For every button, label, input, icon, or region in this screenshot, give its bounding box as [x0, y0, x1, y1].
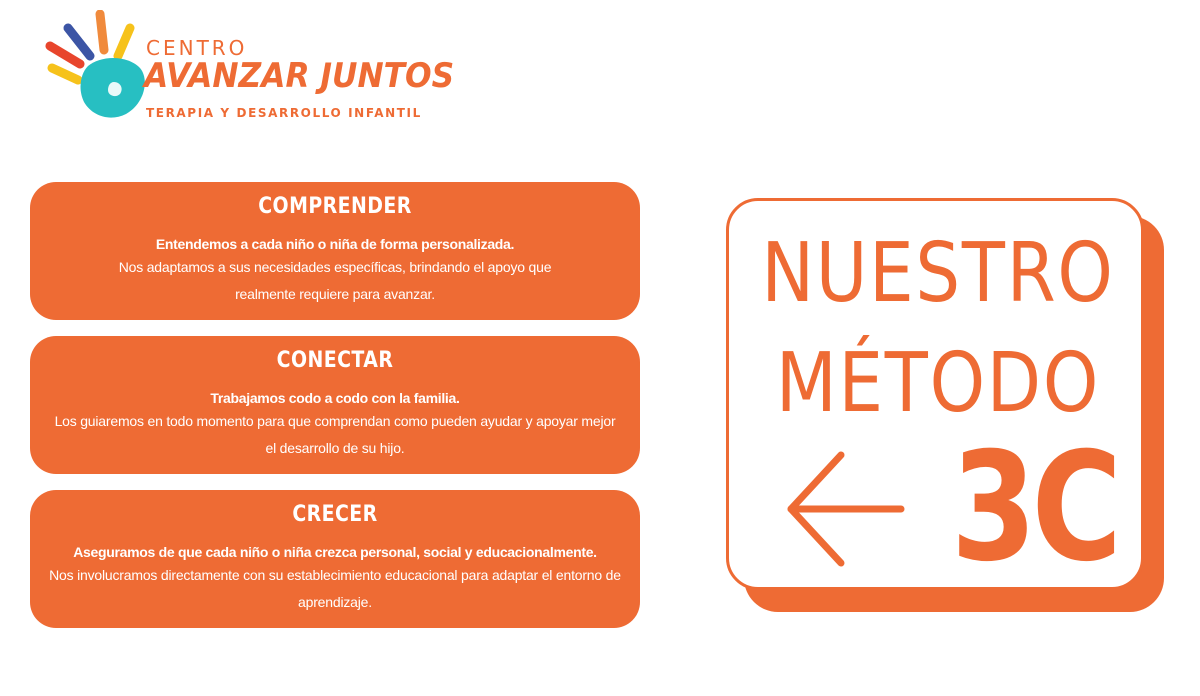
card-crecer [30, 490, 640, 628]
card-comprender [30, 182, 640, 320]
badge-3c: 3C [951, 421, 1118, 595]
card-title: CRECER [292, 502, 378, 527]
logo[interactable] [44, 10, 455, 130]
badge-line-nuestro: NUESTRO [761, 226, 1115, 321]
logo-top-text: CENTRO [146, 36, 248, 60]
badge-box [726, 198, 1144, 595]
card-body: Nos adaptamos a sus necesidades específicas, brindando el apoyo que realmente requiere para avanzar. [118, 259, 552, 302]
card-title: COMPRENDER [258, 194, 412, 219]
card-body: Nos involucramos directamente con su establecimiento educacional para adaptar el entorno de aprendizaje. [49, 567, 621, 610]
card-lead: Trabajamos codo a codo con la familia. [210, 390, 460, 406]
card-lead: Aseguramos de que cada niño o niña crezca personal, social y educacionalmente. [73, 544, 597, 560]
card-conectar [30, 336, 640, 474]
logo-sub-text: TERAPIA Y DESARROLLO INFANTIL [146, 106, 422, 120]
card-title: CONECTAR [276, 348, 394, 373]
card-lead: Entendemos a cada niño o niña de forma personalizada. [155, 236, 515, 252]
method-badge [726, 198, 1166, 612]
hand-print-icon [44, 10, 154, 125]
arrow-left-icon [781, 447, 907, 571]
card-body: Los guiaremos en todo momento para que comprendan como pueden ayudar y apoyar mejor el desarrollo de su hijo. [54, 413, 616, 456]
badge-line-metodo: MÉTODO [775, 336, 1101, 431]
logo-main-text: AVANZAR JUNTOS [144, 56, 455, 96]
